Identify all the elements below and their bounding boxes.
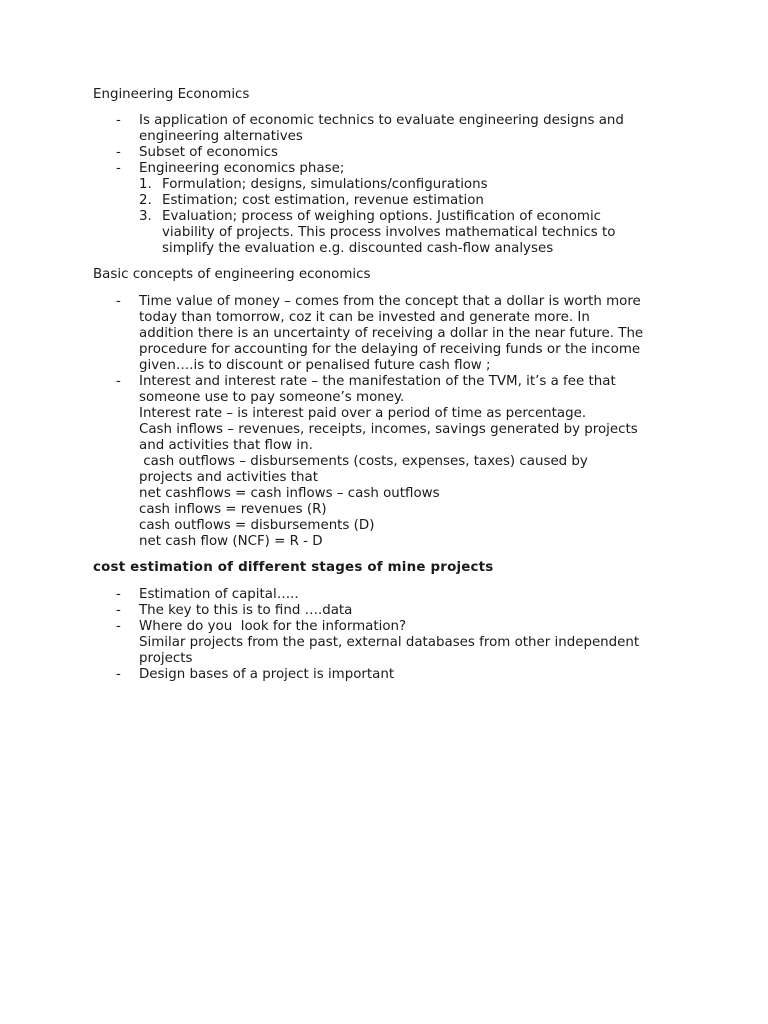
text-line: addition there is an uncertainty of receiving a dollar in the near future. The bbox=[139, 326, 644, 341]
text-line: and activities that flow in. bbox=[139, 438, 313, 453]
text-line: Engineering economics phase; bbox=[139, 161, 345, 176]
numbered-item bbox=[0, 193, 768, 209]
text-line: Similar projects from the past, external databases from other independent bbox=[139, 635, 640, 650]
text-line: net cash flow (NCF) = R - D bbox=[139, 534, 323, 549]
bullet-marker: - bbox=[116, 113, 121, 128]
bullet-marker: - bbox=[116, 619, 121, 634]
list-item bbox=[0, 374, 684, 550]
bullet-marker: - bbox=[116, 294, 121, 309]
text-line: procedure for accounting for the delaying of receiving funds or the income bbox=[139, 342, 641, 357]
text-line: cash outflows = disbursements (D) bbox=[139, 518, 375, 533]
text-line: engineering alternatives bbox=[139, 129, 303, 144]
text-line: projects bbox=[139, 651, 193, 666]
section1-bullet-list bbox=[0, 113, 768, 257]
text-line: Time value of money – comes from the concept that a dollar is worth more bbox=[139, 294, 641, 309]
bullet-marker: - bbox=[116, 145, 121, 160]
list-item bbox=[0, 161, 684, 177]
list-item bbox=[0, 294, 684, 374]
item-number: 2. bbox=[139, 193, 152, 208]
text-line: Cash inflows – revenues, receipts, incomes, savings generated by projects bbox=[139, 422, 638, 437]
numbered-item bbox=[0, 209, 768, 257]
text-line: cash inflows = revenues (R) bbox=[139, 502, 327, 517]
text-line: Interest and interest rate – the manifestation of the TVM, it’s a fee that bbox=[139, 374, 616, 389]
list-item bbox=[0, 603, 684, 619]
text-line: Where do you look for the information? bbox=[139, 619, 407, 634]
text-line: Interest rate – is interest paid over a period of time as percentage. bbox=[139, 406, 587, 421]
section-title-basic-concepts: Basic concepts of engineering economics bbox=[93, 267, 371, 282]
bullet-marker: - bbox=[116, 667, 121, 682]
text-line: Estimation of capital….. bbox=[139, 587, 299, 602]
bullet-marker: - bbox=[116, 587, 121, 602]
text-line: Is application of economic technics to evaluate engineering designs and bbox=[139, 113, 624, 128]
bullet-marker: - bbox=[116, 374, 121, 389]
section-title-engineering-economics: Engineering Economics bbox=[93, 87, 250, 102]
text-line: viability of projects. This process involves mathematical technics to bbox=[162, 225, 616, 240]
text-line: today than tomorrow, coz it can be invested and generate more. In bbox=[139, 310, 590, 325]
list-item bbox=[0, 667, 684, 683]
bullet-marker: - bbox=[116, 161, 121, 176]
text-line: simplify the evaluation e.g. discounted cash-flow analyses bbox=[162, 241, 554, 256]
text-line: Subset of economics bbox=[139, 145, 278, 160]
text-line: The key to this is to find ….data bbox=[139, 603, 353, 618]
text-line: Formulation; designs, simulations/configurations bbox=[162, 177, 488, 192]
text-line: net cashflows = cash inflows – cash outflows bbox=[139, 486, 440, 501]
section-title-cost-estimation: cost estimation of different stages of mine projects bbox=[93, 560, 494, 575]
text-line: given….is to discount or penalised future cash flow ; bbox=[139, 358, 491, 373]
item-number: 1. bbox=[139, 177, 152, 192]
list-item bbox=[0, 619, 684, 667]
list-item bbox=[0, 113, 684, 145]
text-line: cash outflows – disbursements (costs, expenses, taxes) caused by bbox=[139, 454, 588, 469]
list-item bbox=[0, 145, 684, 161]
text-line: someone use to pay someone’s money. bbox=[139, 390, 405, 405]
text-line: projects and activities that bbox=[139, 470, 318, 485]
text-line: Estimation; cost estimation, revenue estimation bbox=[162, 193, 484, 208]
section3-bullet-list bbox=[0, 587, 768, 683]
bullet-marker: - bbox=[116, 603, 121, 618]
section2-bullet-list bbox=[0, 294, 768, 550]
item-number: 3. bbox=[139, 209, 152, 224]
text-line: Design bases of a project is important bbox=[139, 667, 395, 682]
numbered-item bbox=[0, 177, 768, 193]
text-line: Evaluation; process of weighing options. Justification of economic bbox=[162, 209, 602, 224]
list-item bbox=[0, 587, 684, 603]
